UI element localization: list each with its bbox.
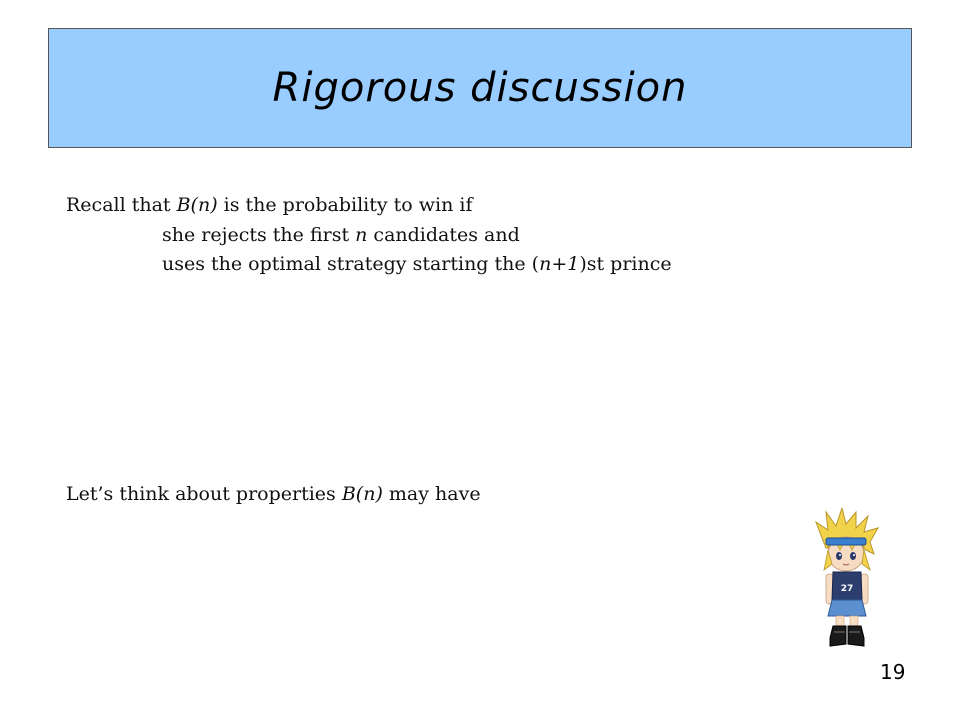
page-number: 19	[880, 660, 906, 684]
reject-suffix: candidates and	[367, 224, 520, 246]
reject-line	[162, 224, 520, 246]
character-illustration	[812, 508, 882, 650]
reject-prefix: she rejects the first	[162, 224, 356, 246]
properties-prefix: Let’s think about properties	[66, 483, 342, 505]
recall-prefix: Recall that	[66, 194, 177, 216]
strategy-var: n+1	[539, 253, 580, 275]
reject-var: n	[355, 224, 368, 246]
slide-title: Rigorous discussion	[272, 65, 688, 111]
recall-line	[66, 194, 473, 216]
strategy-suffix: )st prince	[579, 253, 672, 275]
shirt-number: 27	[840, 584, 854, 594]
title-banner	[48, 28, 912, 148]
strategy-line	[162, 253, 672, 275]
strategy-prefix: uses the optimal strategy starting the (	[162, 253, 540, 275]
properties-suffix: may have	[382, 483, 481, 505]
recall-func: B(n)	[176, 194, 218, 216]
properties-func: B(n)	[341, 483, 383, 505]
properties-line	[66, 483, 481, 505]
recall-suffix: is the probability to win if	[217, 194, 473, 216]
